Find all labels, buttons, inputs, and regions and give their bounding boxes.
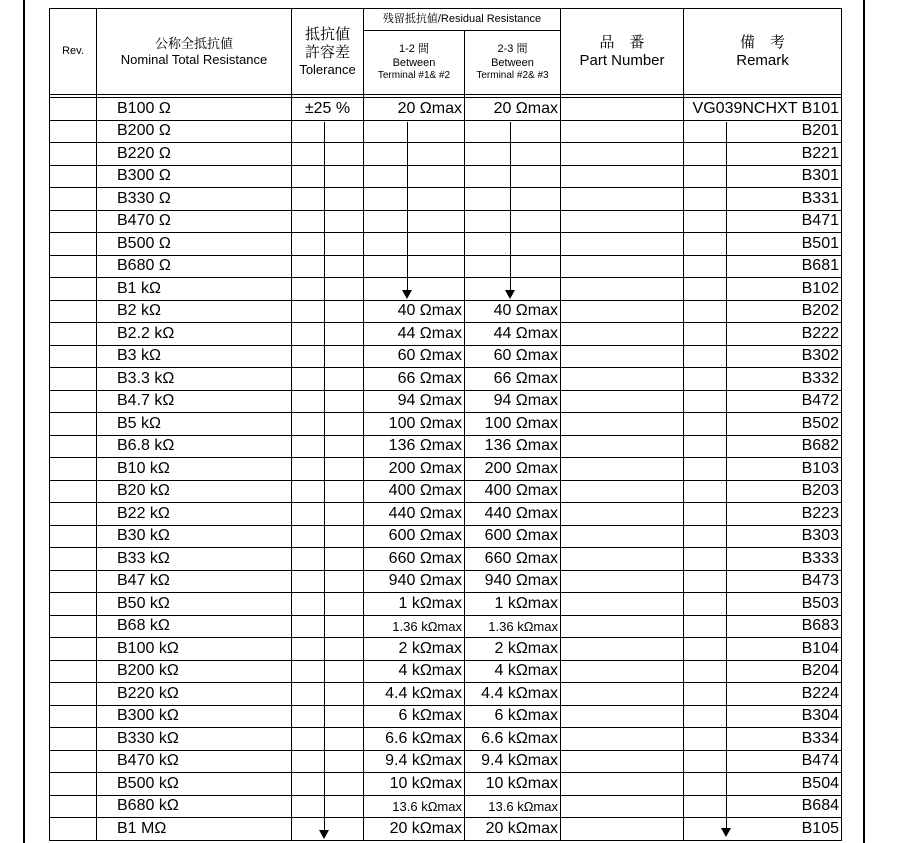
nominal-resistance-cell: B100 Ω	[97, 98, 292, 121]
table-row	[50, 638, 842, 661]
nominal-resistance-cell: B10 kΩ	[97, 458, 292, 481]
table-row	[50, 188, 842, 211]
nominal-resistance-cell: B3.3 kΩ	[97, 368, 292, 391]
same-as-above-arrow-head	[505, 290, 515, 299]
remark-cell: B224	[684, 683, 842, 706]
tolerance-header-jp1: 抵抗値	[304, 25, 350, 43]
part-number-cell	[561, 683, 684, 706]
tolerance-cell	[292, 615, 364, 638]
rev-cell	[50, 278, 97, 301]
part-number-cell	[561, 98, 684, 121]
remark-cell: B301	[684, 165, 842, 188]
part-number-cell	[561, 615, 684, 638]
residual-1-2-cell: 136 Ωmax	[364, 435, 465, 458]
table-row	[50, 413, 842, 436]
part-number-cell	[561, 188, 684, 211]
table-row	[50, 683, 842, 706]
residual-2-3-cell: 100 Ωmax	[465, 413, 561, 436]
tolerance-cell	[292, 323, 364, 346]
rev-cell	[50, 323, 97, 346]
residual-2-3-cell: 660 Ωmax	[465, 548, 561, 571]
residual-1-2-cell	[364, 255, 465, 278]
part-number-cell	[561, 548, 684, 571]
tolerance-cell	[292, 255, 364, 278]
residual-2-3-cell: 20 kΩmax	[465, 818, 561, 841]
remark-cell: B684	[684, 795, 842, 818]
remark-cell: B104	[684, 638, 842, 661]
tolerance-cell	[292, 728, 364, 751]
residual-1-2-cell: 13.6 kΩmax	[364, 795, 465, 818]
part-number-cell	[561, 660, 684, 683]
tolerance-cell	[292, 683, 364, 706]
residual-1-2-cell	[364, 188, 465, 211]
remark-cell: B103	[684, 458, 842, 481]
nominal-resistance-cell: B33 kΩ	[97, 548, 292, 571]
tolerance-cell	[292, 593, 364, 616]
remark-cell: B502	[684, 413, 842, 436]
residual-1-2-cell: 200 Ωmax	[364, 458, 465, 481]
part-number-cell	[561, 300, 684, 323]
res12-terminal: Terminal #1& #2	[377, 69, 451, 81]
remark-cell: B331	[684, 188, 842, 211]
tolerance-cell	[292, 300, 364, 323]
remark-cell: B203	[684, 480, 842, 503]
table-row	[50, 390, 842, 413]
tolerance-cell	[292, 750, 364, 773]
tolerance-cell	[292, 120, 364, 143]
part-number-cell	[561, 233, 684, 256]
remark-cell: B334	[684, 728, 842, 751]
page-border-left	[23, 0, 25, 843]
res12-title: 1-2 間	[399, 43, 429, 56]
tolerance-cell	[292, 165, 364, 188]
res12-between: Between	[392, 56, 436, 69]
table-row	[50, 278, 842, 301]
residual-2-3-cell: 44 Ωmax	[465, 323, 561, 346]
residual-2-3-cell	[465, 255, 561, 278]
tolerance-header-en: Tolerance	[299, 61, 356, 77]
remark-cell: B501	[684, 233, 842, 256]
tolerance-cell	[292, 480, 364, 503]
remark-cell: B683	[684, 615, 842, 638]
part-number-cell	[561, 795, 684, 818]
part-number-cell	[561, 458, 684, 481]
res23-title: 2-3 間	[497, 43, 528, 56]
residual-2-3-cell: 13.6 kΩmax	[465, 795, 561, 818]
rev-cell	[50, 345, 97, 368]
nominal-resistance-cell: B200 kΩ	[97, 660, 292, 683]
residual-1-2-cell: 4.4 kΩmax	[364, 683, 465, 706]
remark-cell: B681	[684, 255, 842, 278]
tolerance-cell	[292, 795, 364, 818]
tolerance-cell	[292, 210, 364, 233]
residual-2-3-cell	[465, 188, 561, 211]
table-row	[50, 570, 842, 593]
residual-1-2-cell: 20 Ωmax	[364, 98, 465, 121]
remark-cell: B303	[684, 525, 842, 548]
part-number-cell	[561, 368, 684, 391]
nominal-resistance-cell: B1 kΩ	[97, 278, 292, 301]
tolerance-cell	[292, 143, 364, 166]
residual-2-3-cell: 400 Ωmax	[465, 480, 561, 503]
remark-cell: B204	[684, 660, 842, 683]
residual-2-3-cell	[465, 120, 561, 143]
residual-resistance-header: 残留抵抗値/Residual Resistance	[364, 9, 561, 31]
resistance-spec-table	[49, 8, 842, 841]
remark-cell: B333	[684, 548, 842, 571]
rev-cell	[50, 480, 97, 503]
table-row	[50, 728, 842, 751]
residual-2-3-cell: 60 Ωmax	[465, 345, 561, 368]
residual-1-2-cell: 4 kΩmax	[364, 660, 465, 683]
residual-2-3-cell: 440 Ωmax	[465, 503, 561, 526]
table-row	[50, 300, 842, 323]
rev-cell	[50, 818, 97, 841]
remark-header-en: Remark	[736, 51, 789, 69]
table-row	[50, 368, 842, 391]
residual-1-2-cell	[364, 233, 465, 256]
rev-cell	[50, 390, 97, 413]
residual-1-2-cell: 9.4 kΩmax	[364, 750, 465, 773]
tolerance-cell	[292, 638, 364, 661]
remark-cell: B503	[684, 593, 842, 616]
rev-cell	[50, 233, 97, 256]
residual-2-3-cell	[465, 210, 561, 233]
same-as-above-arrow-line	[324, 122, 325, 830]
part-number-cell	[561, 255, 684, 278]
residual-1-2-cell	[364, 120, 465, 143]
tolerance-cell	[292, 435, 364, 458]
table-row	[50, 323, 842, 346]
nominal-resistance-cell: B50 kΩ	[97, 593, 292, 616]
table-row	[50, 233, 842, 256]
tolerance-cell	[292, 705, 364, 728]
tolerance-cell	[292, 570, 364, 593]
rev-cell	[50, 120, 97, 143]
part-number-cell	[561, 818, 684, 841]
part-number-cell	[561, 503, 684, 526]
residual-1-2-cell: 6.6 kΩmax	[364, 728, 465, 751]
nominal-resistance-cell: B2.2 kΩ	[97, 323, 292, 346]
part-number-cell	[561, 525, 684, 548]
remark-cell: B202	[684, 300, 842, 323]
table-row	[50, 120, 842, 143]
part-number-header-en: Part Number	[579, 51, 665, 69]
table-row	[50, 660, 842, 683]
tolerance-header-jp2: 許容差	[304, 43, 350, 61]
nominal-resistance-cell: B500 Ω	[97, 233, 292, 256]
rev-cell	[50, 188, 97, 211]
tolerance-cell	[292, 660, 364, 683]
nominal-resistance-cell: B470 Ω	[97, 210, 292, 233]
residual-1-2-cell: 1 kΩmax	[364, 593, 465, 616]
tolerance-header	[292, 9, 364, 95]
part-number-cell	[561, 210, 684, 233]
tolerance-cell	[292, 503, 364, 526]
table-row	[50, 345, 842, 368]
tolerance-cell	[292, 525, 364, 548]
remark-cell: B304	[684, 705, 842, 728]
residual-2-3-cell: 1.36 kΩmax	[465, 615, 561, 638]
remark-prefix-arrow-line	[726, 122, 727, 828]
residual-1-2-cell	[364, 143, 465, 166]
rev-header: Rev.	[50, 9, 97, 95]
residual-2-3-cell: 940 Ωmax	[465, 570, 561, 593]
rev-cell	[50, 413, 97, 436]
nominal-resistance-cell: B1 MΩ	[97, 818, 292, 841]
nominal-header-jp: 公称全抵抗値	[154, 35, 233, 51]
nominal-resistance-cell: B68 kΩ	[97, 615, 292, 638]
table-row	[50, 255, 842, 278]
remark-prefix-arrow-head	[721, 828, 731, 837]
remark-cell: B504	[684, 773, 842, 796]
remark-cell: B472	[684, 390, 842, 413]
remark-cell: B105	[684, 818, 842, 841]
table-row	[50, 480, 842, 503]
rev-cell	[50, 458, 97, 481]
part-number-cell	[561, 773, 684, 796]
nominal-resistance-cell: B220 Ω	[97, 143, 292, 166]
residual-2-3-cell	[465, 165, 561, 188]
residual-2-3-cell: 40 Ωmax	[465, 300, 561, 323]
table-row	[50, 165, 842, 188]
nominal-resistance-cell: B680 Ω	[97, 255, 292, 278]
table-row	[50, 143, 842, 166]
residual-2-3-cell: 94 Ωmax	[465, 390, 561, 413]
residual-1-2-cell: 400 Ωmax	[364, 480, 465, 503]
rev-cell	[50, 750, 97, 773]
part-number-cell	[561, 390, 684, 413]
nominal-resistance-cell: B300 kΩ	[97, 705, 292, 728]
residual-2-3-cell: 6 kΩmax	[465, 705, 561, 728]
res23-between: Between	[491, 56, 534, 69]
remark-header	[684, 9, 842, 95]
residual-2-3-cell: 600 Ωmax	[465, 525, 561, 548]
residual-1-2-cell: 600 Ωmax	[364, 525, 465, 548]
remark-cell: B473	[684, 570, 842, 593]
tolerance-cell	[292, 368, 364, 391]
table-row	[50, 750, 842, 773]
rev-cell	[50, 638, 97, 661]
residual-1-2-cell: 1.36 kΩmax	[364, 615, 465, 638]
tolerance-cell	[292, 390, 364, 413]
table-row	[50, 458, 842, 481]
table-row	[50, 615, 842, 638]
table-row	[50, 98, 842, 121]
part-number-cell	[561, 570, 684, 593]
residual-1-2-cell: 440 Ωmax	[364, 503, 465, 526]
rev-cell	[50, 570, 97, 593]
part-number-cell	[561, 278, 684, 301]
rev-cell	[50, 615, 97, 638]
remark-cell: B201	[684, 120, 842, 143]
rev-cell	[50, 773, 97, 796]
nominal-resistance-cell: B330 kΩ	[97, 728, 292, 751]
nominal-resistance-cell: B100 kΩ	[97, 638, 292, 661]
same-as-above-arrow-head	[319, 830, 329, 839]
residual-1-2-cell: 2 kΩmax	[364, 638, 465, 661]
tolerance-cell	[292, 458, 364, 481]
part-number-cell	[561, 165, 684, 188]
nominal-resistance-cell: B2 kΩ	[97, 300, 292, 323]
nominal-resistance-cell: B220 kΩ	[97, 683, 292, 706]
tolerance-cell	[292, 773, 364, 796]
table-row	[50, 210, 842, 233]
nominal-resistance-cell: B200 Ω	[97, 120, 292, 143]
residual-2-3-cell: 200 Ωmax	[465, 458, 561, 481]
same-as-above-arrow-line	[407, 122, 408, 290]
remark-cell: VG039NCHXT B101	[684, 98, 842, 121]
rev-cell	[50, 660, 97, 683]
rev-cell	[50, 548, 97, 571]
nominal-resistance-cell: B6.8 kΩ	[97, 435, 292, 458]
nominal-header-en: Nominal Total Resistance	[120, 51, 268, 67]
table-row	[50, 795, 842, 818]
rev-cell	[50, 165, 97, 188]
remark-header-jp: 備 考	[739, 33, 785, 51]
remark-cell: B682	[684, 435, 842, 458]
residual-1-2-cell	[364, 210, 465, 233]
part-number-cell	[561, 705, 684, 728]
residual-1-2-cell: 44 Ωmax	[364, 323, 465, 346]
part-number-cell	[561, 323, 684, 346]
remark-cell: B474	[684, 750, 842, 773]
remark-cell: B302	[684, 345, 842, 368]
residual-1-2-cell	[364, 278, 465, 301]
table-row	[50, 525, 842, 548]
rev-cell	[50, 525, 97, 548]
part-number-header	[561, 9, 684, 95]
nominal-resistance-cell: B3 kΩ	[97, 345, 292, 368]
residual-1-2-cell: 6 kΩmax	[364, 705, 465, 728]
nominal-resistance-cell: B330 Ω	[97, 188, 292, 211]
page-border-right	[863, 0, 865, 843]
part-number-cell	[561, 750, 684, 773]
rev-cell	[50, 98, 97, 121]
table-body	[50, 98, 842, 841]
residual-2-3-cell: 9.4 kΩmax	[465, 750, 561, 773]
rev-cell	[50, 705, 97, 728]
nominal-resistance-cell: B5 kΩ	[97, 413, 292, 436]
rev-cell	[50, 593, 97, 616]
part-number-cell	[561, 593, 684, 616]
part-number-cell	[561, 638, 684, 661]
remark-cell: B222	[684, 323, 842, 346]
table-row	[50, 435, 842, 458]
rev-cell	[50, 728, 97, 751]
rev-cell	[50, 143, 97, 166]
residual-2-3-cell: 2 kΩmax	[465, 638, 561, 661]
residual-2-3-cell: 20 Ωmax	[465, 98, 561, 121]
residual-1-2-cell: 94 Ωmax	[364, 390, 465, 413]
rev-cell	[50, 503, 97, 526]
part-number-cell	[561, 728, 684, 751]
residual-1-2-cell: 940 Ωmax	[364, 570, 465, 593]
tolerance-cell	[292, 548, 364, 571]
residual-2-3-cell: 4 kΩmax	[465, 660, 561, 683]
rev-cell	[50, 683, 97, 706]
residual-2-3-cell: 6.6 kΩmax	[465, 728, 561, 751]
rev-cell	[50, 795, 97, 818]
remark-cell: B102	[684, 278, 842, 301]
part-number-cell	[561, 413, 684, 436]
tolerance-cell	[292, 188, 364, 211]
nominal-resistance-cell: B30 kΩ	[97, 525, 292, 548]
part-number-cell	[561, 480, 684, 503]
table-row	[50, 548, 842, 571]
nominal-resistance-cell: B680 kΩ	[97, 795, 292, 818]
nominal-resistance-cell: B500 kΩ	[97, 773, 292, 796]
part-number-cell	[561, 120, 684, 143]
remark-cell: B221	[684, 143, 842, 166]
residual-1-2-header	[364, 31, 465, 95]
rev-cell	[50, 435, 97, 458]
part-number-cell	[561, 435, 684, 458]
nominal-resistance-cell: B47 kΩ	[97, 570, 292, 593]
tolerance-cell	[292, 413, 364, 436]
part-number-header-jp: 品 番	[599, 33, 645, 51]
residual-2-3-cell: 66 Ωmax	[465, 368, 561, 391]
residual-2-3-cell	[465, 233, 561, 256]
table-row	[50, 705, 842, 728]
part-number-cell	[561, 345, 684, 368]
nominal-resistance-cell: B470 kΩ	[97, 750, 292, 773]
residual-1-2-cell: 66 Ωmax	[364, 368, 465, 391]
residual-1-2-cell	[364, 165, 465, 188]
residual-2-3-cell: 136 Ωmax	[465, 435, 561, 458]
residual-1-2-cell: 660 Ωmax	[364, 548, 465, 571]
tolerance-cell	[292, 278, 364, 301]
residual-2-3-cell: 1 kΩmax	[465, 593, 561, 616]
residual-1-2-cell: 10 kΩmax	[364, 773, 465, 796]
remark-cell: B223	[684, 503, 842, 526]
residual-1-2-cell: 40 Ωmax	[364, 300, 465, 323]
rev-cell	[50, 255, 97, 278]
nominal-resistance-cell: B4.7 kΩ	[97, 390, 292, 413]
nominal-resistance-cell: B20 kΩ	[97, 480, 292, 503]
rev-cell	[50, 210, 97, 233]
residual-2-3-cell: 4.4 kΩmax	[465, 683, 561, 706]
table-row	[50, 773, 842, 796]
table-row	[50, 593, 842, 616]
nominal-resistance-cell: B300 Ω	[97, 165, 292, 188]
remark-cell: B332	[684, 368, 842, 391]
tolerance-cell	[292, 345, 364, 368]
part-number-cell	[561, 143, 684, 166]
rev-cell	[50, 300, 97, 323]
residual-1-2-cell: 20 kΩmax	[364, 818, 465, 841]
same-as-above-arrow-line	[510, 122, 511, 290]
table-row	[50, 503, 842, 526]
residual-2-3-header	[465, 31, 561, 95]
residual-2-3-cell: 10 kΩmax	[465, 773, 561, 796]
tolerance-cell	[292, 233, 364, 256]
remark-cell: B471	[684, 210, 842, 233]
res23-terminal: Terminal #2& #3	[476, 69, 549, 81]
residual-2-3-cell	[465, 143, 561, 166]
nominal-resistance-cell: B22 kΩ	[97, 503, 292, 526]
nominal-resistance-header	[97, 9, 292, 95]
tolerance-cell: ±25 %	[292, 98, 364, 121]
rev-cell	[50, 368, 97, 391]
residual-1-2-cell: 60 Ωmax	[364, 345, 465, 368]
residual-1-2-cell: 100 Ωmax	[364, 413, 465, 436]
same-as-above-arrow-head	[402, 290, 412, 299]
